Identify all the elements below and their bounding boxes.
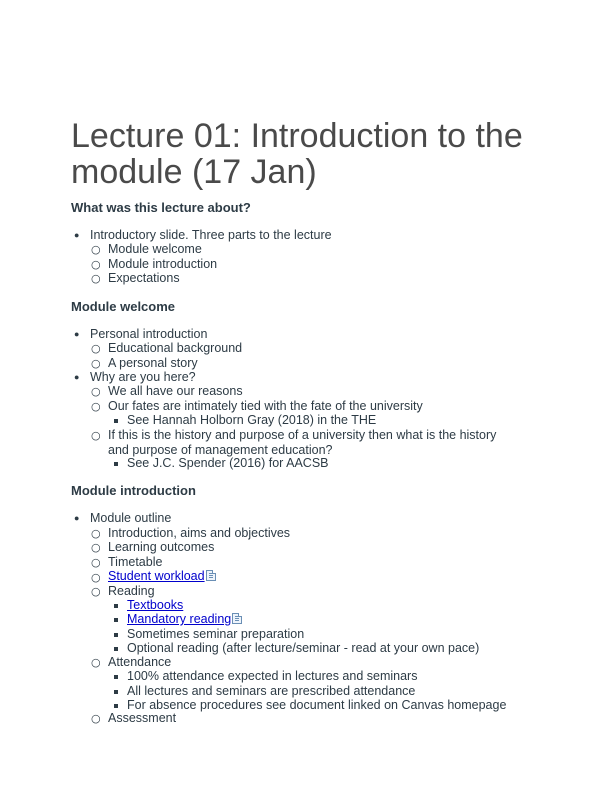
mandatory-reading-link[interactable]: Mandatory reading: [127, 612, 232, 626]
list-item: All lectures and seminars are prescribed attendance: [127, 684, 416, 698]
list-item: Personal introduction: [90, 327, 208, 341]
bullet-circle: ○: [91, 385, 101, 398]
bullet-square: [114, 604, 118, 608]
bullet-circle: ○: [91, 243, 101, 256]
list-item: Optional reading (after lecture/seminar - read at your own pace): [127, 641, 480, 655]
list-item: [127, 612, 242, 627]
student-workload-link[interactable]: Student workload: [108, 569, 205, 583]
list-item: Module outline: [90, 511, 172, 525]
document-icon[interactable]: [206, 570, 216, 581]
list-item: Why are you here?: [90, 370, 196, 384]
list-item: Module introduction: [108, 257, 218, 271]
bullet-square: [114, 419, 118, 423]
section-heading-introduction: Module introduction: [71, 483, 196, 498]
section-heading-welcome: Module welcome: [71, 299, 176, 314]
list-item: If this is the history and purpose of a university then what is the history and purpose of management education?: [108, 428, 497, 457]
bullet-square: [114, 690, 118, 694]
list-item: Module welcome: [108, 242, 202, 256]
bullet-circle: ○: [91, 429, 101, 442]
document-icon[interactable]: [232, 613, 242, 624]
section-heading-about: What was this lecture about?: [71, 200, 251, 215]
bullet-circle: ○: [91, 556, 101, 569]
list-item: Learning outcomes: [108, 540, 215, 554]
bullet-square: [114, 647, 118, 651]
list-item: Assessment: [108, 711, 177, 725]
bullet-circle: ○: [91, 342, 101, 355]
list-item: See J.C. Spender (2016) for AACSB: [127, 456, 329, 470]
bullet-circle: ○: [91, 712, 101, 725]
bullet-circle: ○: [91, 400, 101, 413]
bullet-circle: ○: [91, 527, 101, 540]
list-item: 100% attendance expected in lectures and seminars: [127, 669, 418, 683]
list-item: For absence procedures see document linked on Canvas homepage: [127, 698, 507, 712]
list-item: Introduction, aims and objectives: [108, 526, 291, 540]
list-item: [108, 569, 216, 584]
list-item: Our fates are intimately tied with the fate of the university: [108, 399, 423, 413]
list-item: Timetable: [108, 555, 163, 569]
bullet-square: [114, 462, 118, 466]
bullet-circle: ○: [91, 258, 101, 271]
list-item: Introductory slide. Three parts to the lecture: [90, 228, 332, 242]
list-item: [127, 598, 183, 613]
bullet-circle: ○: [91, 541, 101, 554]
bullet-disc: ●: [74, 513, 80, 523]
bullet-circle: ○: [91, 571, 101, 584]
list-item: Attendance: [108, 655, 172, 669]
list-item: See Hannah Holborn Gray (2018) in the THE: [127, 413, 377, 427]
list-item: A personal story: [108, 356, 198, 370]
bullet-circle: ○: [91, 272, 101, 285]
bullet-circle: ○: [91, 585, 101, 598]
list-item: Sometimes seminar preparation: [127, 627, 305, 641]
bullet-circle: ○: [91, 357, 101, 370]
list-item: Reading: [108, 584, 155, 598]
list-item: Expectations: [108, 271, 180, 285]
bullet-disc: ●: [74, 329, 80, 339]
bullet-disc: ●: [74, 230, 80, 240]
textbooks-link[interactable]: Textbooks: [127, 598, 184, 612]
bullet-square: [114, 618, 118, 622]
list-item: Educational background: [108, 341, 243, 355]
bullet-square: [114, 633, 118, 637]
bullet-square: [114, 704, 118, 708]
bullet-disc: ●: [74, 372, 80, 382]
bullet-square: [114, 675, 118, 679]
page-title: Lecture 01: Introduction to the module (17 Jan): [71, 117, 523, 191]
bullet-circle: ○: [91, 656, 101, 669]
list-item: We all have our reasons: [108, 384, 243, 398]
